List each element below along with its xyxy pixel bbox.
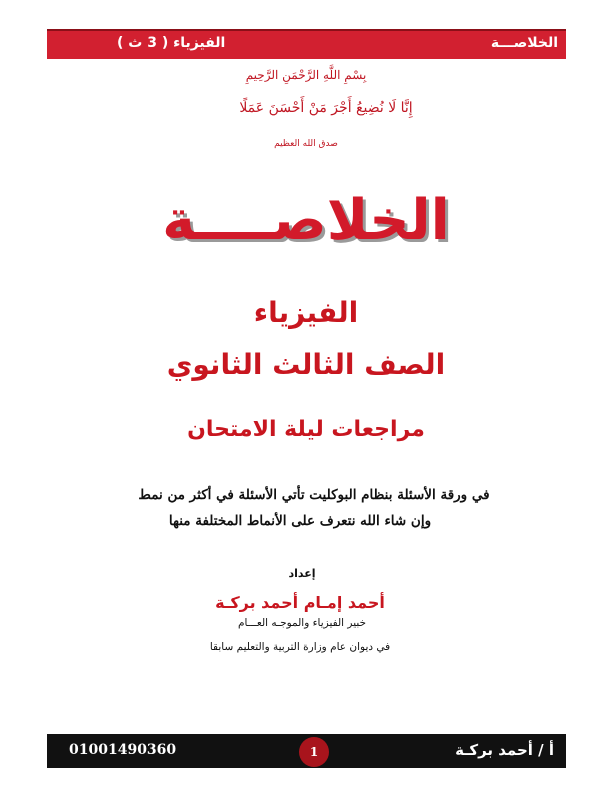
header-title-label: الخلاصـــة [490, 35, 558, 51]
description-line-2: وإن شاء الله نتعرف على الأنماط المختلفة منها [168, 513, 432, 529]
author-name: أحمد إمـام أحمد بركـة [215, 593, 385, 612]
footer-author: أ / أحمد بركـة [455, 741, 554, 759]
quran-verse: إِنَّا لَا نُضِيعُ أَجْرَ مَنْ أَحْسَنَ عَمَلًا [239, 100, 413, 116]
sadaq-text: صدق الله العظيم [274, 139, 338, 149]
basmala: بِسْمِ اللَّهِ الرَّحْمَنِ الرَّحِيمِ [245, 68, 367, 82]
grade-title: الصف الثالث الثانوي [166, 348, 446, 381]
subject-title: الفيزياء [253, 296, 359, 329]
main-title: الخلاصــــة [162, 188, 450, 253]
header-subject-label: الفيزياء ( 3 ث ) [117, 35, 226, 51]
prepared-by-label: إعداد [288, 567, 316, 580]
page-number-badge: 1 [299, 737, 329, 767]
author-role-1: خبير الفيزياء والموجـه العـــام [237, 617, 367, 629]
description-line-1: في ورقة الأسئلة بنظام البوكليت تأتي الأسئلة في أكثر من نمط [138, 487, 490, 503]
author-role-2: في ديوان عام وزارة التربية والتعليم سابقا [209, 641, 391, 653]
reviews-title: مراجعات ليلة الامتحان [187, 417, 425, 442]
header-bar [47, 29, 566, 59]
footer-phone: 01001490360 [69, 742, 177, 758]
